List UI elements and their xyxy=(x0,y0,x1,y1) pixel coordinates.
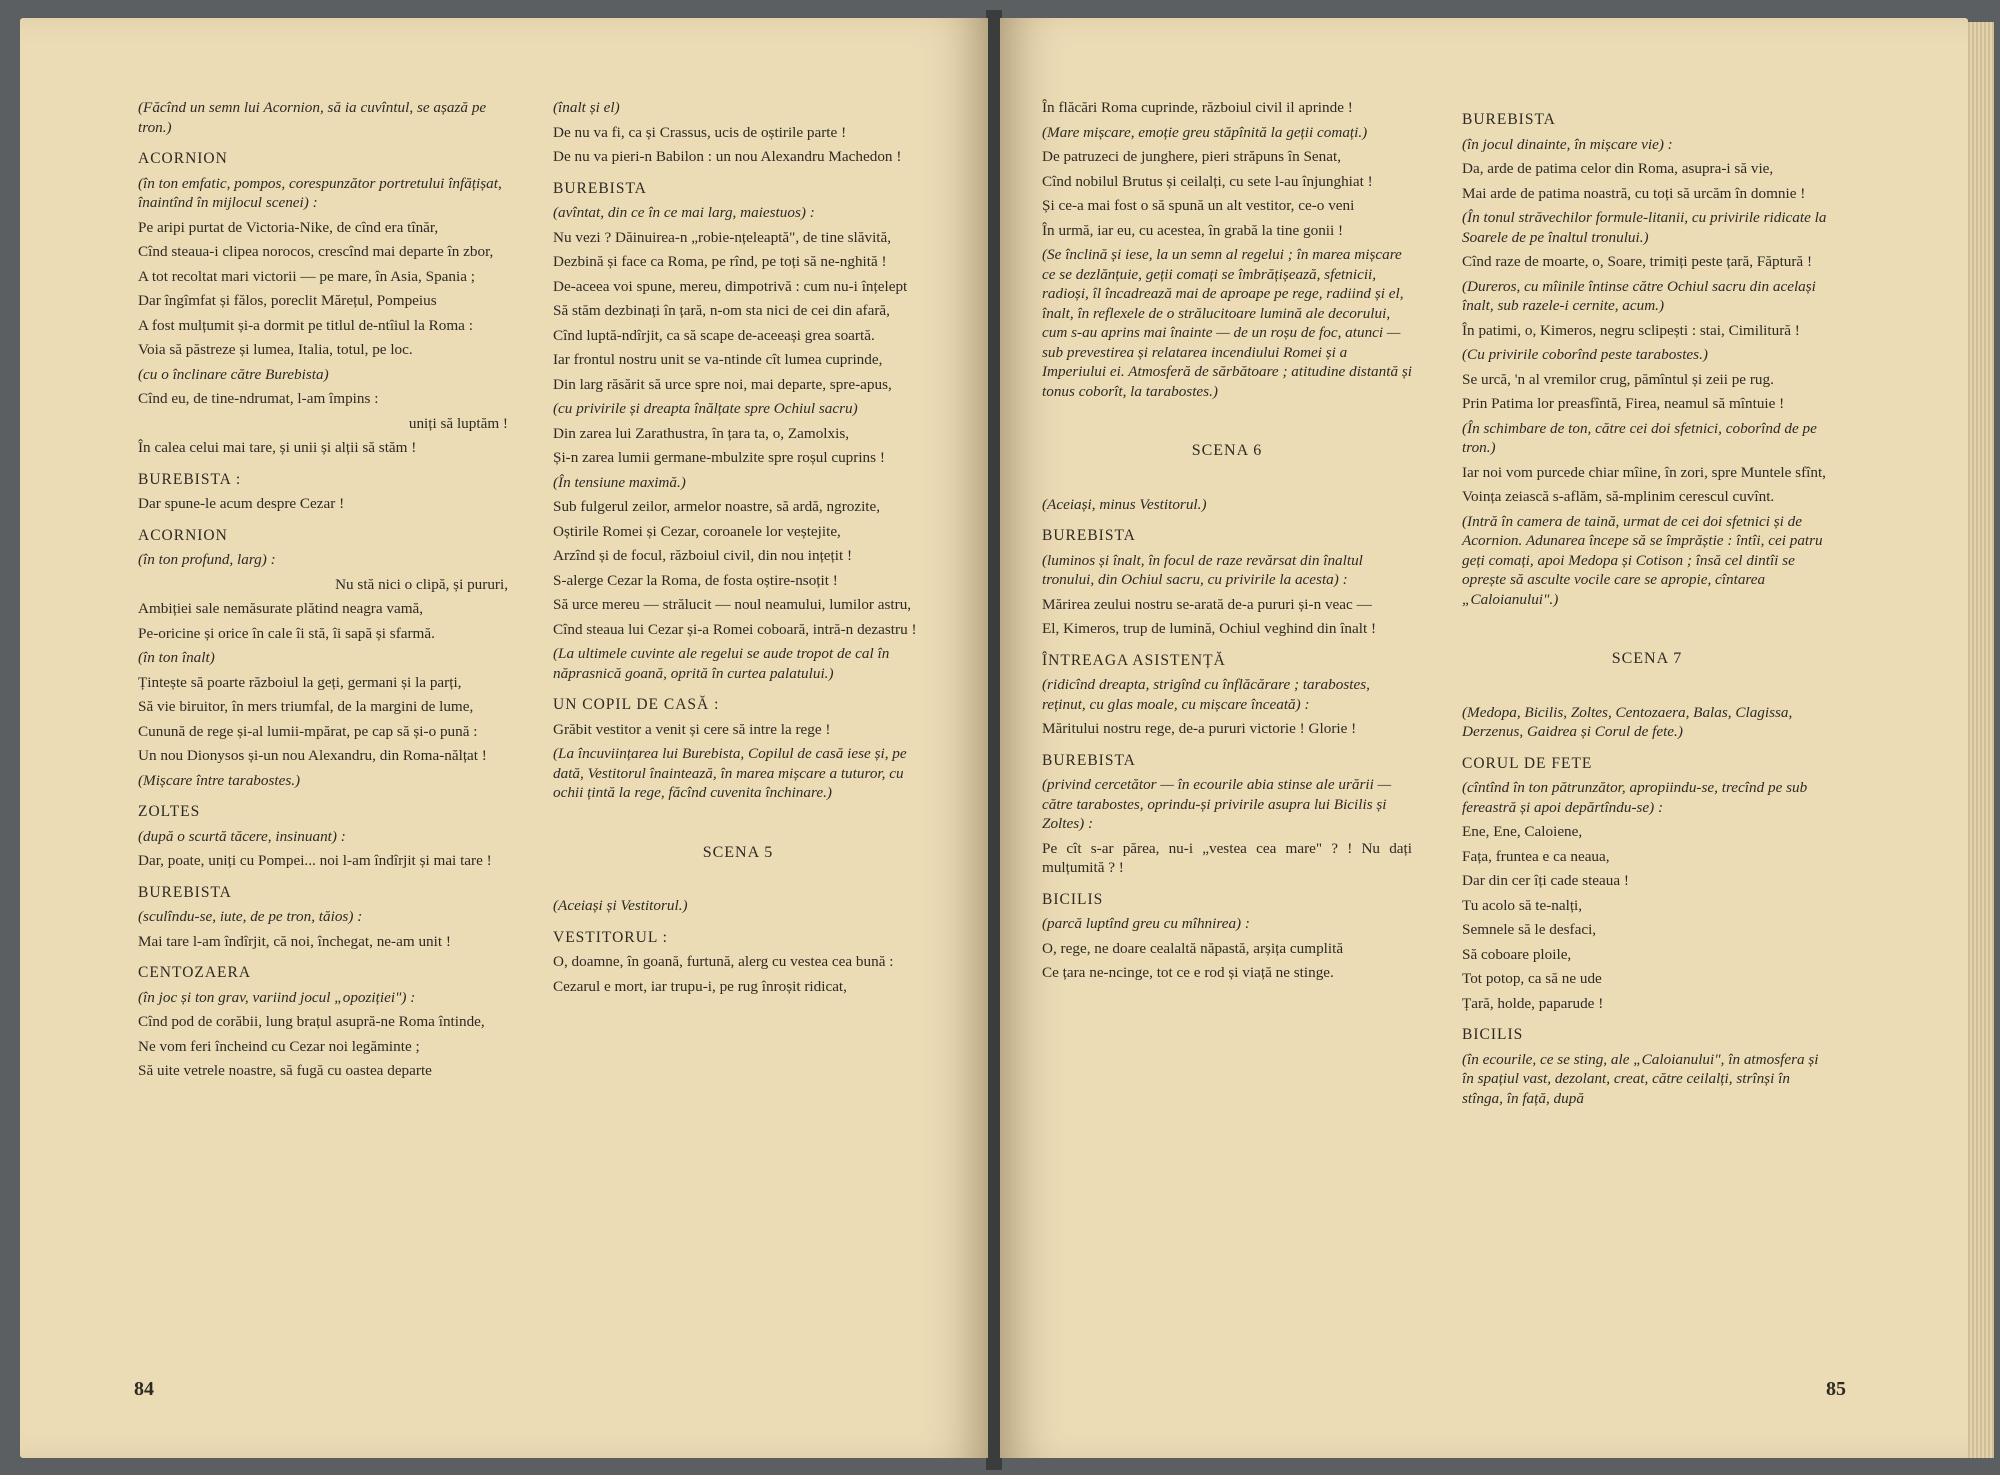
verse-line: Țară, holde, paparude ! xyxy=(1462,994,1604,1012)
verse-line: Țintește să poarte războiul la geți, germani și la parți, xyxy=(138,673,462,691)
verse-line: Tu acolo să te-nalți, xyxy=(1462,896,1583,914)
right-page xyxy=(1000,18,1968,1458)
verse-line: A fost mulțumit și-a dormit pe titlul de-ntîiul la Roma : xyxy=(138,316,473,334)
verse-line: Cînd steaua-i clipea norocos, crescînd mai departe în zbor, xyxy=(138,243,494,260)
stage-direction: (La ultimele cuvinte ale regelui se aude tropot de cal în năprasnică goană, oprită în curtea palatului.) xyxy=(553,645,890,682)
verse-line: Măritului nostru rege, de-a pururi victorie ! Glorie ! xyxy=(1042,720,1357,737)
verse-line: Ambiției sale nemăsurate plătind neagra vamă, xyxy=(138,600,424,617)
verse-line: O, rege, ne doare cealaltă năpastă, arșița cumplită xyxy=(1042,939,1344,957)
text-column-3 xyxy=(1042,98,1412,988)
verse-line: În urmă, iar eu, cu acestea, în grabă la tine gonii ! xyxy=(1042,221,1344,239)
verse-line: Un nou Dionysos și-un nou Alexandru, din Roma-nălțat ! xyxy=(138,747,487,764)
verse-line: Ene, Ene, Caloiene, xyxy=(1462,823,1583,840)
verse-line: Prin Patima lor preasfîntă, Firea, neamul să mîntuie ! xyxy=(1462,395,1785,412)
verse-line: Pe-oricine și orice în cale îi stă, îi sapă și sfarmă. xyxy=(138,624,435,642)
verse-line: Cînd nobilul Brutus și ceilalți, cu sete l-au înjunghiat ! xyxy=(1042,172,1373,190)
verse-line: Să stăm dezbinați în țară, n-om sta nici de cei din afară, xyxy=(553,302,890,319)
speaker-name: BUREBISTA xyxy=(138,883,232,901)
stage-direction: (Mare mișcare, emoție greu stăpînită la geții comați.) xyxy=(1042,123,1368,141)
verse-line: De-aceea voi spune, mereu, dimpotrivă : cum nu-i înțelept xyxy=(553,277,908,295)
verse-line: Iar frontul nostru unit se va-ntinde cît lumea cuprinde, xyxy=(553,351,883,368)
stage-direction: (Medopa, Bicilis, Zoltes, Centozaera, Balas, Clagissa, Derzenus, Gaidrea și Corul de fete.) xyxy=(1462,703,1793,740)
speaker-name: CORUL DE FETE xyxy=(1462,754,1593,772)
verse-line: Cînd raze de moarte, o, Soare, trimiți peste țară, Făptură ! xyxy=(1462,253,1813,270)
speaker-name: BICILIS xyxy=(1462,1026,1524,1043)
verse-line: În patimi, o, Kimeros, negru sclipești : stai, Cimilitură ! xyxy=(1462,321,1800,339)
verse-line: Fața, fruntea e ca neaua, xyxy=(1462,847,1610,865)
verse-line: Și ce-a mai fost o să spună un alt vestitor, ce-o veni xyxy=(1042,197,1355,214)
text-column-4 xyxy=(1462,98,1832,1113)
speaker-name: BUREBISTA xyxy=(1042,751,1136,769)
stage-direction: (Aceiași, minus Vestitorul.) xyxy=(1042,495,1207,513)
verse-line: Cînd pod de corăbii, lung brațul asupră-ne Roma întinde, xyxy=(138,1013,485,1030)
verse-line: Cezarul e mort, iar trupu-i, pe rug înroșit ridicat, xyxy=(553,977,847,995)
stage-direction: (Făcînd un semn lui Acornion, să ia cuvîntul, se așază pe tron.) xyxy=(138,99,487,136)
speaker-name: UN COPIL DE CASĂ : xyxy=(553,696,720,713)
speaker-name: CENTOZAERA xyxy=(138,964,252,981)
verse-line: El, Kimeros, trup de lumină, Ochiul veghind din înalt ! xyxy=(1042,620,1377,637)
stage-direction: (după o scurtă tăcere, insinuant) : xyxy=(138,827,346,845)
stage-direction: (privind cercetător — în ecourile abia stinse ale urării — către tarabostes, oprindu-și privirile asupra lui Bicilis și Zoltes) : xyxy=(1042,776,1392,832)
verse-line: Nu stă nici o clipă, și pururi, xyxy=(335,575,508,593)
verse-line: Din larg răsărit să urce spre noi, mai departe, spre-apus, xyxy=(553,375,892,393)
verse-line: Să vie biruitor, în mers triumfal, de la margini de lume, xyxy=(138,698,474,715)
verse-line: În calea celui mai tare, și unii și alții să stăm ! xyxy=(138,439,417,456)
verse-line: Semnele să le desfaci, xyxy=(1462,921,1597,938)
verse-line: Grăbit vestitor a venit și cere să intre la rege ! xyxy=(553,720,831,738)
verse-line: Să uite vetrele noastre, să fugă cu oastea departe xyxy=(138,1062,432,1079)
stage-direction: (În tensiune maximă.) xyxy=(553,473,686,491)
verse-line: De nu va fi, ca și Crassus, ucis de oștirile parte ! xyxy=(553,123,847,141)
stage-direction: (ridicînd dreapta, strigînd cu înflăcărare ; tarabostes, reținut, cu glas moale, cu mișcare înceată) : xyxy=(1042,676,1370,713)
stage-direction: (În tonul străvechilor formule-litanii, cu privirile ridicate la Soarele de pe înaltul tronului.) xyxy=(1462,209,1827,246)
stage-direction: (La încuviințarea lui Burebista, Copilul de casă iese și, pe dată, Vestitorul înaintează, în marea mișcare a tuturor, cu ochii țintă la rege, făcînd cuvenita închinare.) xyxy=(553,745,907,801)
verse-line: Sub fulgerul zeilor, armelor noastre, să ardă, ngrozite, xyxy=(553,498,881,515)
speaker-name: BUREBISTA xyxy=(1042,527,1136,544)
speaker-name: ACORNION xyxy=(138,526,228,544)
verse-line: Iar noi vom purcede chiar mîine, în zori, spre Muntele sfînt, xyxy=(1462,463,1826,481)
speaker-name: BICILIS xyxy=(1042,890,1104,908)
speaker-name: VESTITORUL : xyxy=(553,928,668,946)
speaker-name: BUREBISTA : xyxy=(138,470,242,488)
verse-line: Nu vezi ? Dăinuirea-n „robie-nțeleaptă", de tine slăvită, xyxy=(553,228,892,246)
verse-line: Să coboare ploile, xyxy=(1462,945,1572,963)
stage-direction: (în ton profund, larg) : xyxy=(138,551,276,568)
verse-line: Să urce mereu — strălucit — noul neamului, lumilor astru, xyxy=(553,596,912,613)
scene-heading: SCENA 5 xyxy=(702,843,774,861)
verse-line: Și-n zarea lumii germane-mbulzite spre roșul cuprins ! xyxy=(553,449,885,466)
text-column-2 xyxy=(553,98,923,1001)
stage-direction: (luminos și înalt, în focul de raze revărsat din înaltul tronului, din Ochiul sacru, cu privirile la acesta) : xyxy=(1042,551,1363,588)
stage-direction: (înalt și el) xyxy=(553,99,620,116)
verse-line: Pe cît s-ar părea, nu-i „vestea cea mare" ? ! Nu dați mulțumită ? ! xyxy=(1042,839,1412,876)
page-number-left: 84 xyxy=(134,1378,154,1400)
stage-direction: (Cu privirile coborînd peste tarabostes.) xyxy=(1462,346,1708,363)
stage-direction: (în joc și ton grav, variind jocul „opoziției") : xyxy=(138,988,416,1006)
verse-line: Din zarea lui Zarathustra, în țara ta, o, Zamolxis, xyxy=(553,424,850,442)
scene-heading: SCENA 6 xyxy=(1191,442,1263,459)
stage-direction: (în ecourile, ce se sting, ale „Caloianului", în atmosfera și în spațiul vast, dezolant, creat, către ceilalți, strînși în stînga, în față, după xyxy=(1462,1050,1819,1107)
speaker-name: ZOLTES xyxy=(138,803,201,820)
verse-line: De patruzeci de junghere, pieri străpuns în Senat, xyxy=(1042,148,1342,165)
stage-direction: (cu privirile și dreapta înălțate spre Ochiul sacru) xyxy=(553,400,858,417)
stage-direction: (cîntînd în ton pătrunzător, apropiindu-se, trecînd pe sub fereastră și apoi depărtîndu-se) : xyxy=(1462,779,1808,816)
verse-line: S-alerge Cezar la Roma, de fosta oștire-nsoțit ! xyxy=(553,571,838,589)
scene-heading: SCENA 7 xyxy=(1611,650,1683,667)
left-page xyxy=(20,18,988,1458)
stage-direction: (Intră în camera de taină, urmat de cei doi sfetnici și de Acornion. Adunarea începe să se împrăștie : întîi, cei patru geți comați, apoi Medopa și Cotison ; însă cel dintîi se oprește să asculte vocile care se apropie, cîntarea „Caloianului".) xyxy=(1462,512,1823,608)
stage-direction: (Mișcare între tarabostes.) xyxy=(138,771,301,789)
speaker-name: ACORNION xyxy=(138,150,228,167)
verse-line: Voința zeiască s-aflăm, să-mplinim cerescul cuvînt. xyxy=(1462,488,1775,505)
page-edges xyxy=(1966,22,1994,1458)
verse-line: De nu va pieri-n Babilon : un nou Alexandru Machedon ! xyxy=(553,148,902,165)
stage-direction: (avîntat, din ce în ce mai larg, maiestuos) : xyxy=(553,204,815,221)
verse-line: Cînd steaua lui Cezar și-a Romei coboară, intră-n dezastru ! xyxy=(553,620,917,638)
verse-line: Da, arde de patima celor din Roma, asupra-i să vie, xyxy=(1462,160,1774,177)
stage-direction: (în ton înalt) xyxy=(138,649,215,666)
verse-line: Pe aripi purtat de Victoria-Nike, de cînd era tînăr, xyxy=(138,218,439,236)
stage-direction: (parcă luptînd greu cu mîhnirea) : xyxy=(1042,915,1250,932)
verse-line: Mai tare l-am îndîrjit, că noi, închegat, ne-am unit ! xyxy=(138,932,451,950)
verse-line: Arzînd și de focul, războiul civil, din nou ințețit ! xyxy=(553,547,853,564)
stage-direction: (în ton emfatic, pompos, corespunzător portretului înfățișat, înaintînd în mijlocul scenei) : xyxy=(138,174,502,211)
verse-line: Tot potop, ca să ne ude xyxy=(1462,970,1602,987)
stage-direction: (cu o înclinare către Burebista) xyxy=(138,365,329,383)
verse-line: În flăcări Roma cuprinde, războiul civil il aprinde ! xyxy=(1042,99,1353,116)
verse-line: O, doamne, în goană, furtună, alerg cu vestea cea bună : xyxy=(553,953,894,970)
stage-direction: (sculîndu-se, iute, de pe tron, tăios) : xyxy=(138,908,363,925)
verse-line: Ne vom feri încheind cu Cezar noi legăminte ; xyxy=(138,1037,420,1055)
verse-line: Dezbină și face ca Roma, pe rînd, pe toți să ne-nghită ! xyxy=(553,253,887,270)
verse-line: Mai arde de patima noastră, cu toți să urcăm în domnie ! xyxy=(1462,184,1806,202)
stage-direction: (în jocul dinainte, în mișcare vie) : xyxy=(1462,135,1673,153)
text-column-1 xyxy=(138,98,508,1086)
speaker-name: BUREBISTA xyxy=(1462,111,1556,128)
verse-line: A tot recoltat mari victorii — pe mare, în Asia, Spania ; xyxy=(138,267,475,285)
verse-line: Dar îngîmfat și fălos, poreclit Mărețul, Pompeius xyxy=(138,292,437,309)
verse-line: Mărirea zeului nostru se-arată de-a pururi și-n veac — xyxy=(1042,595,1372,613)
verse-line: Dar din cer îți cade steaua ! xyxy=(1462,872,1629,889)
verse-line: Cunună de rege și-al lumii-mpărat, pe cap să și-o pună : xyxy=(138,722,478,740)
stage-direction: (Se înclină și iese, la un semn al regelui ; în marea mișcare ce se dezlănțuie, geții comați se îmbrățișează, sfetnicii, radioși, îl încadrează mai de aproape pe rege, radiind și el, înalt, în reflexele de o strălucitoare lumină ale decorului, cum s-au aprins mai înainte — de un roșu de foc, atunci — sub prevestirea și relatarea incendiului Romei și a Imperiului ei. Atmosferă de sărbătoare ; atitudine distantă și tonus coborît, la tarabostes.) xyxy=(1042,246,1412,400)
verse-line: uniți să luptăm ! xyxy=(408,414,508,432)
verse-line: Dar spune-le acum despre Cezar ! xyxy=(138,495,345,512)
verse-line: Se urcă, 'n al vremilor crug, pămîntul și zeii pe rug. xyxy=(1462,370,1774,388)
verse-line: Cînd luptă-ndîrjit, ca să scape de-aceeași grea soartă. xyxy=(553,326,875,344)
verse-line: Oștirile Romei și Cezar, coroanele lor veștejite, xyxy=(553,522,841,540)
verse-line: Dar, poate, uniți cu Pompei... noi l-am îndîrjit și mai tare ! xyxy=(138,852,492,869)
stage-direction: (În schimbare de ton, către cei doi sfetnici, coborînd de pe tron.) xyxy=(1462,419,1817,456)
stage-direction: (Dureros, cu mîinile întinse către Ochiul sacru din același înalt, sub razele-i cernite, acum.) xyxy=(1462,277,1816,314)
verse-line: Cînd eu, de tine-ndrumat, l-am împins : xyxy=(138,390,379,407)
speaker-name: ÎNTREAGA ASISTENȚĂ xyxy=(1042,651,1226,669)
verse-line: Ce țara ne-ncinge, tot ce e rod și viață ne stinge. xyxy=(1042,964,1334,981)
verse-line: Voia să păstreze și lumea, Italia, totul, pe loc. xyxy=(138,341,413,358)
stage-direction: (Aceiași și Vestitorul.) xyxy=(553,897,688,914)
page-number-right: 85 xyxy=(1826,1378,1846,1400)
speaker-name: BUREBISTA xyxy=(553,179,647,197)
